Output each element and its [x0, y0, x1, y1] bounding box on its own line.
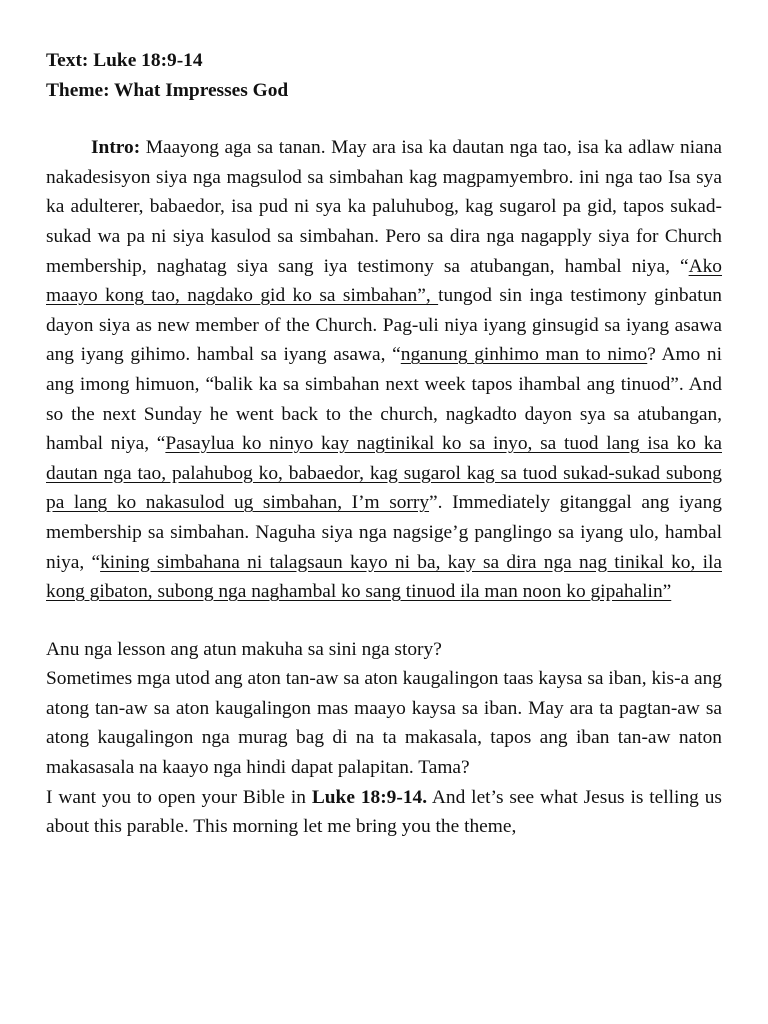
- intro-text-2: tungod sin inga testimony ginbatun dayon siya as new member of the Church. Pag-uli niya iyang ginsugid sa iyang asawa ang iyang gihimo. hambal sa iyang asawa, “: [46, 285, 722, 366]
- theme-heading: Theme: What Impresses God: [46, 79, 289, 101]
- intro-paragraph: [46, 133, 722, 607]
- quote-wife: nganung ginhimo man to nimo: [400, 344, 648, 366]
- intro-text-3: ? Amo ni ang imong himuon, “balik ka sa simbahan next week tapos ihambal ang tinuod”. And so the next Sunday he went back to the church, nagkadto dayon sya sa atubangan, hambal niya, “: [46, 344, 722, 455]
- intro-label: Intro:: [91, 137, 141, 159]
- document-header: [46, 46, 722, 105]
- intro-text-4: ”. Immediately gitanggal ang iyang membership sa simbahan. Naguha siya nga nagsige’g panglingo sa iyang ulo, hambal niya, “: [46, 492, 722, 573]
- lesson-question: Anu nga lesson ang atun makuha sa sini nga story?: [46, 638, 442, 660]
- closing-text-2: And let’s see what Jesus is telling us about this parable. This morning let me bring you the theme,: [46, 786, 722, 838]
- quote-testimony: Ako maayo kong tao, nagdako gid ko sa simbahan”,: [46, 255, 722, 307]
- closing-paragraph: [46, 783, 722, 842]
- quote-church: kining simbahana ni talagsaun kayo ni ba, kay sa dira nga nag tinikal ko, ila kong gibaton, subong nga naghambal ko sang tinuod ila man noon ko gipahalin”: [46, 551, 722, 603]
- text-reference-heading: Text: Luke 18:9-14: [46, 50, 203, 71]
- quote-confession: Pasaylua ko ninyo kay nagtinikal ko sa inyo, sa tuod lang isa ko ka dautan nga tao, palahubog ko, babaedor, kag sugarol kag sa tuod sukad-sukad subong pa lang ko nakasulod ug simbahan, I’m sorry: [46, 433, 722, 514]
- lesson-paragraph: Sometimes mga utod ang aton tan-aw sa aton kaugalingon taas kaysa sa iban, kis-a ang atong tan-aw sa aton kaugalingon mas maayo kaysa sa iban. May ara ta pagtan-aw sa atong kaugalingon nga murag bag di na ta makasala, tapos ang iban tan-aw naton makasasala na kaayo nga hindi dapat palapitan. Tama?: [46, 668, 722, 779]
- bible-reference: Luke 18:9-14.: [311, 786, 428, 808]
- paragraph-spacer: [46, 607, 722, 635]
- intro-text-1: Maayong aga sa tanan. May ara isa ka dautan nga tao, isa ka adlaw niana nakadesisyon siya nga magsulod sa simbahan kag magpamyembro. ini nga tao Isa sya ka adulterer, babaedor, isa pud ni sya ka paluhubog, kag sugarol pa gid, tapos sukad-sukad wa pa ni siya kasulod sa simbahan. Pero sa dira nga nagapply siya for Church membership, naghatag siya sang iya testimony sa atubangan, hambal niya, “: [46, 137, 722, 277]
- closing-text-1: I want you to open your Bible in: [46, 786, 312, 808]
